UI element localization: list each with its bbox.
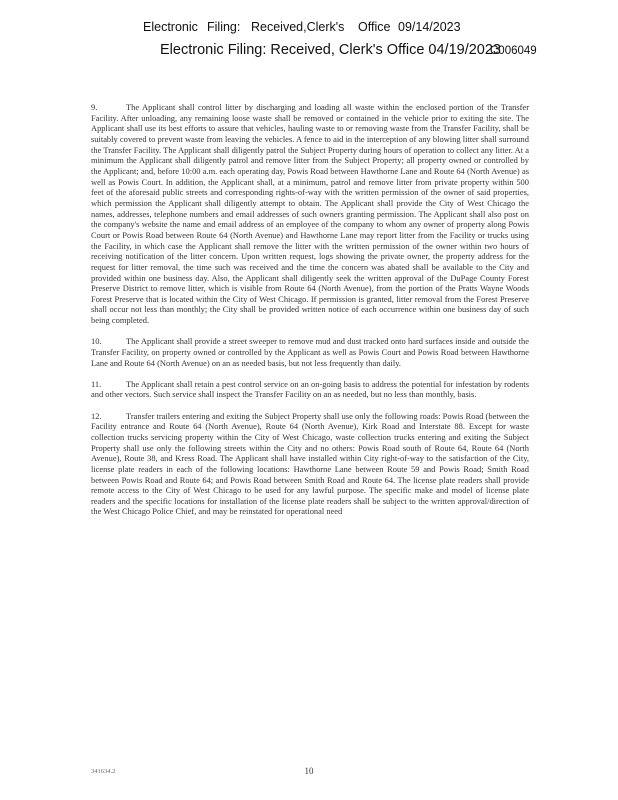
stamp-word-electronic: Electronic xyxy=(143,20,198,34)
page-number: 10 xyxy=(304,766,314,776)
document-body xyxy=(91,102,529,528)
paragraph-number: 12. xyxy=(91,410,102,421)
stamp-word-office: Office xyxy=(358,20,391,34)
paragraph-12 xyxy=(91,411,529,518)
paragraph-number: 11. xyxy=(91,378,102,389)
paragraph-11 xyxy=(91,379,529,400)
paragraph-9 xyxy=(91,102,529,326)
footer-doc-id: 341634.2 xyxy=(91,768,116,775)
paragraph-number: 9. xyxy=(91,102,98,112)
paragraph-number: 10. xyxy=(91,336,102,347)
paragraph-text: Transfer trailers entering and exiting the Subject Property shall use only the following roads: Powis Road (between the Facility entrance and Route 64 (North Avenue), Route 64 (North Avenue), Kirk Road and Interstate 88. Except for waste collection trucks servicing property within the City of West Chicago, waste collection trucks entering and exiting the Subject Property shall use only the following streets within the City and no others: Powis Road south of Route 64, Route 64 (North Avenue), Route 38, and Kress Road. The Applicant shall have installed within City right-of-way to the satisfaction of the City, license plate readers in each of the following locations: Hawthorne Lane between Route 59 and Powis Road; Smith Road between Powis Road and Route 64; and Powis Road between Smith Road and Route 64. The license plate readers shall provide remote access to the City of West Chicago to be used for any lawful purpose. The specific make and model of license plate readers and the specific locations for installation of the license plate readers shall be subject to the written approval/direction of the West Chicago Police Chief, and may be reinstated for operational need xyxy=(91,410,529,517)
stamp-word-received: Received,Clerk's xyxy=(251,20,345,34)
paragraph-text: The Applicant shall provide a street sweeper to remove mud and dust tracked onto hard surfaces inside and outside the Transfer Facility, on property owned or controlled by the Applicant as well as Powis Court and Powis Road between Hawthorne Lane and Route 64 (North Avenue) on an as needed basis, but not less frequently than daily. xyxy=(91,336,529,368)
paragraph-text: The Applicant shall retain a pest control service on an on-going basis to address the potential for infestation by rodents and other vectors. Such service shall inspect the Transfer Facility on an as needed, but no less than monthly, basis. xyxy=(91,378,529,400)
stamp-text: Electronic Filing: Received, Clerk's Office 04/19/2023 xyxy=(160,42,501,58)
document-code: C006049 xyxy=(490,45,537,57)
stamp-word-filing: Filing: xyxy=(207,20,241,34)
stamp-date: 09/14/2023 xyxy=(398,20,461,34)
paragraph-10 xyxy=(91,336,529,368)
paragraph-text: The Applicant shall control litter by discharging and loading all waste within the enclosed portion of the Transfer Facility. After unloading, any remaining loose waste shall be removed or contained in the vehicle prior to exiting the site. The Applicant shall use its best efforts to assure that vehicles, hauling waste to or removing waste from the Transfer Facility, shall be suitably covered to prevent waste from leaving the vehicles. A fence to aid in the interception of any blowing litter shall surround the Transfer Facility. The Applicant shall diligently patrol the Subject Property during hours of operation to collect any litter. At a minimum the Applicant shall diligently patrol and remove litter from the Subject Property; all property owned or controlled by the Applicant; and, before 10:00 a.m. each operating day, Powis Road between Hawthorne Lane and Route 64 (North Avenue) as well as Powis Court. In addition, the Applicant shall, at a minimum, patrol and remove litter from private property within 500 feet of the aforesaid public streets and corresponding rights-of-way with the written permission of the owner of said properties, which permission the Applicant shall diligently attempt to obtain. The Applicant shall provide the City of West Chicago the names, addresses, telephone numbers and email addresses of such owners granting permission. The Applicant shall also post on the company's website the name and email address of an employee of the company to whom any owner of property along Powis Court or Powis Road between Route 64 (North Avenue) and Hawthorne Lane may report litter from the Facility or trucks using the Facility, in which case the Applicant shall remove the litter with the written permission of the owner within two hours of receiving notification of the litter concern. Upon written request, logs showing the private owner, the property address for the request for litter removal, the time such was received and the time the concern was abated shall be available to the City and provided within one business day. Also, the Applicant shall diligently seek the written approval of the DuPage County Forest Preserve District to remove litter, which is visible from Route 64 (North Avenue), from the portion of the Pratts Wayne Woods Forest Preserve that is located within the City of West Chicago. If permission is granted, litter removal from the Forest Preserve shall occur not less than monthly; the City shall be provided written notice of each occurrence within one business day of such being completed. xyxy=(91,102,529,326)
